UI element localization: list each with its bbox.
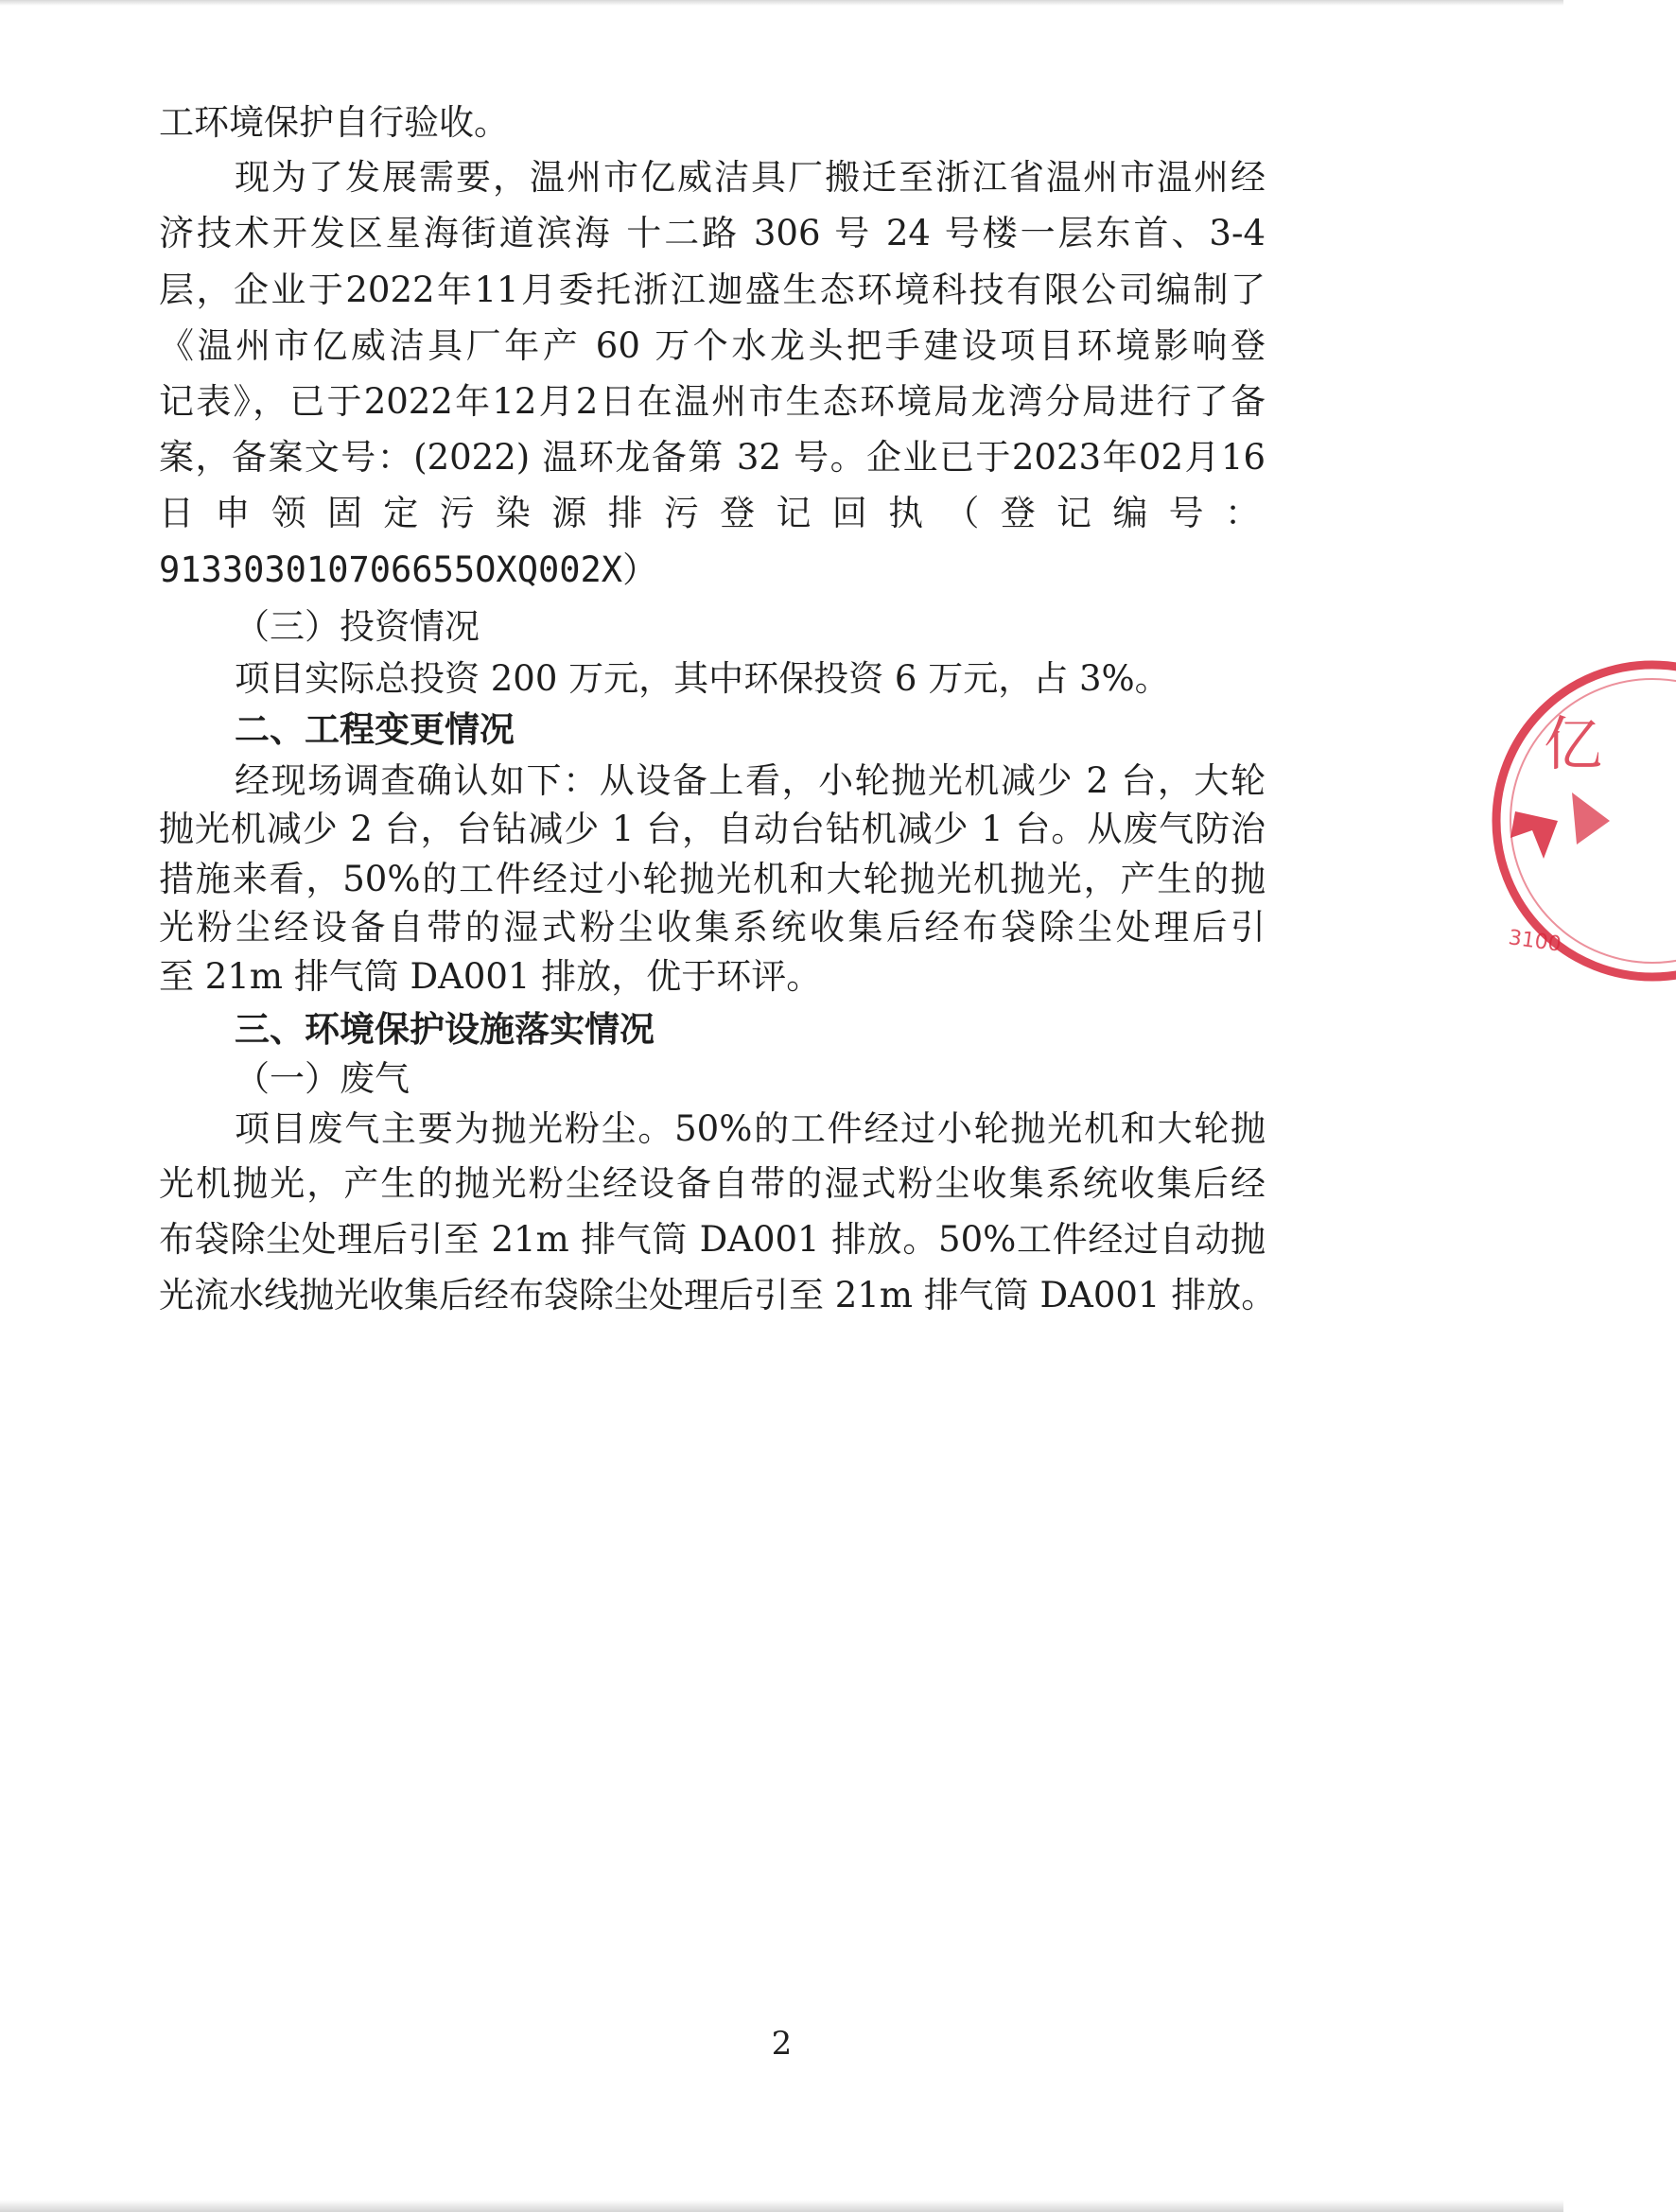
text-line: 光机抛光，产生的抛光粉尘经设备自带的湿式粉尘收集系统收集后经 (159, 1163, 1266, 1204)
paragraph-first-line: 项目实际总投资 200 万元，其中环保投资 6 万元，占 3%。 (235, 658, 1170, 699)
registration-number: 913303010706655OXQ002X） (159, 549, 658, 590)
text-line: 济技术开发区星海街道滨海 十二路 306 号 24 号楼一层东首、3-4 (159, 213, 1266, 253)
text-line: 《温州市亿威洁具厂年产 60 万个水龙头把手建设项目环境影响登 (159, 325, 1266, 366)
text-line: 工环境保护自行验收。 (159, 102, 509, 143)
text-line: 布袋除尘处理后引至 21m 排气筒 DA001 排放。50%工件经过自动抛 (159, 1219, 1266, 1260)
text-line: 至 21m 排气筒 DA001 排放，优于环评。 (159, 956, 822, 997)
official-seal-stamp (1487, 651, 1676, 991)
section-heading-protection: 三、环境保护设施落实情况 (235, 1008, 655, 1050)
section-heading-exhaust: （一）废气 (235, 1058, 410, 1099)
svg-text:亿: 亿 (1544, 709, 1603, 778)
scan-edge-top (0, 0, 1563, 6)
paragraph-first-line: 项目废气主要为抛光粉尘。50%的工件经过小轮抛光机和大轮抛 (235, 1108, 1266, 1149)
svg-text:3100: 3100 (1507, 926, 1563, 957)
page-number: 2 (771, 2025, 793, 2063)
text-line: 光粉尘经设备自带的湿式粉尘收集系统收集后经布袋除尘处理后引 (159, 907, 1266, 948)
section-heading-investment: （三）投资情况 (235, 606, 480, 647)
text-line: 案，备案文号：(2022) 温环龙备第 32 号。企业已于2023年02月16 (159, 437, 1266, 478)
text-line: 日申领固定污染源排污登记回执（登记编号： (159, 493, 1266, 533)
scan-edge-bottom (0, 2200, 1563, 2212)
paragraph-first-line: 现为了发展需要，温州市亿威洁具厂搬迁至浙江省温州市温州经 (235, 157, 1266, 198)
section-heading-changes: 二、工程变更情况 (235, 708, 515, 750)
text-line: 抛光机减少 2 台，台钻减少 1 台，自动台钻机减少 1 台。从废气防治 (159, 809, 1266, 849)
text-line: 记表》，已于2022年12月2日在温州市生态环境局龙湾分局进行了备 (159, 381, 1266, 422)
text-line: 光流水线抛光收集后经布袋除尘处理后引至 21m 排气筒 DA001 排放。 (159, 1275, 1277, 1315)
paragraph-first-line: 经现场调查确认如下：从设备上看，小轮抛光机减少 2 台，大轮 (235, 760, 1266, 801)
text-line: 措施来看，50%的工件经过小轮抛光机和大轮抛光机抛光，产生的抛 (159, 859, 1266, 899)
text-line: 层，企业于2022年11月委托浙江迦盛生态环境科技有限公司编制了 (159, 270, 1266, 310)
